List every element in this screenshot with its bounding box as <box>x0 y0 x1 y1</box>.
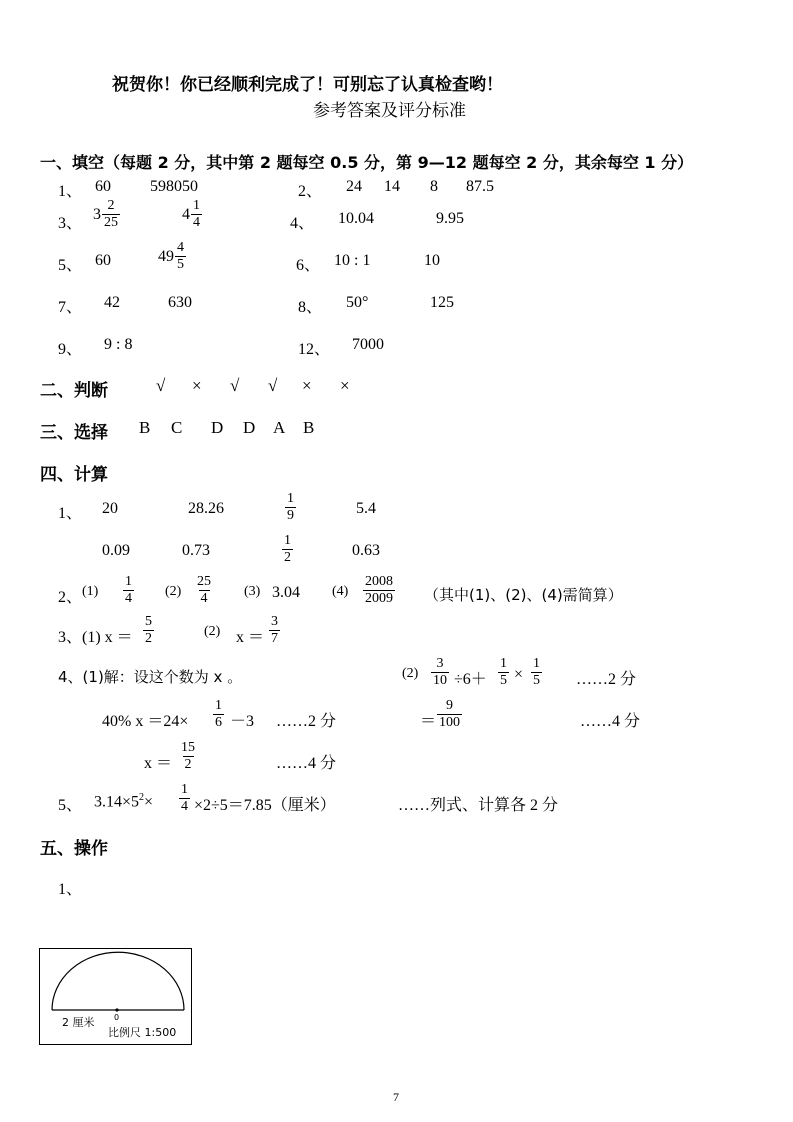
section5-heading: 五、操作 <box>40 839 108 859</box>
judge-answers <box>156 376 360 396</box>
q-number: 2、 <box>298 183 323 200</box>
part-label: (2) <box>204 624 221 639</box>
choice: B <box>303 418 315 437</box>
operator: ＝ <box>420 713 437 730</box>
equation: 40% x ＝24× <box>102 713 189 730</box>
part-label: (4) <box>332 584 349 599</box>
semicircle-figure <box>39 948 192 1045</box>
score: ……列式、计算各 2 分 <box>398 797 559 814</box>
fraction: $\frac{9}{100}$ <box>439 698 460 730</box>
part-label: (1) <box>82 584 99 599</box>
q-number: 12、 <box>298 341 331 358</box>
zero-label: 0 <box>114 1013 120 1022</box>
q-number: 8、 <box>298 299 323 316</box>
equation: x ＝ <box>236 629 265 646</box>
mixed-number: 49 $\frac{4}{5}$ <box>158 240 184 272</box>
answer: 10.04 <box>338 210 374 227</box>
choice: C <box>171 418 183 437</box>
section1-heading: 一、填空（每题 2 分，其中第 2 题每空 0.5 分，第 9—12 题每空 2 分，其余每空 1 分） <box>40 153 694 172</box>
q-number: 1、 <box>58 183 83 200</box>
answer: 24 <box>346 178 362 195</box>
fraction: $\frac{5}{2}$ <box>145 614 152 646</box>
score: ……4 分 <box>580 713 641 730</box>
q-number: 6、 <box>296 257 321 274</box>
answer: 3.04 <box>272 584 300 601</box>
fraction: $\frac{1}{9}$ <box>287 491 294 523</box>
fraction: $\frac{25}{4}$ <box>197 574 211 606</box>
fraction: $\frac{3}{10}$ <box>433 656 447 688</box>
solution-intro: 4、(1)解：设这个数为 x 。 <box>58 668 243 686</box>
scale-label: 比例尺 1:500 <box>108 1026 177 1039</box>
q-number: 5、 <box>58 797 83 814</box>
answer: 7000 <box>352 336 384 353</box>
answer: 28.26 <box>188 500 224 517</box>
answer: 50° <box>346 294 369 311</box>
fraction: $\frac{1}{4}$ <box>125 574 132 606</box>
operator: × <box>514 666 524 683</box>
answer: 9 : 8 <box>104 336 133 353</box>
answer: 0.09 <box>102 542 130 559</box>
answer: 125 <box>430 294 454 311</box>
answer: 0.63 <box>352 542 380 559</box>
part-label: (3) <box>244 584 261 599</box>
answer: 0.73 <box>182 542 210 559</box>
section2-heading: 二、判断 <box>40 381 108 401</box>
score: ……2 分 <box>576 671 637 688</box>
answer: 87.5 <box>466 178 494 195</box>
fraction: $\frac{3}{7}$ <box>271 614 278 646</box>
judge-mark: √ <box>156 376 166 395</box>
fraction: $\frac{1}{2}$ <box>284 533 291 565</box>
length-label: 2 厘米 <box>62 1016 95 1029</box>
judge-mark: × <box>302 376 312 395</box>
page-title: 参考答案及评分标准 <box>313 101 466 121</box>
q-number: 3、 <box>58 629 83 646</box>
fraction: $\frac{1}{5}$ <box>533 656 540 688</box>
equation: ×2÷5＝7.85（厘米） <box>194 797 336 814</box>
equation: x ＝ <box>144 755 173 772</box>
judge-mark: √ <box>230 376 240 395</box>
mixed-number: 4 $\frac{1}{4}$ <box>182 198 200 230</box>
answer: 60 <box>95 252 111 269</box>
section3-heading: 三、选择 <box>40 423 108 443</box>
fraction: $\frac{1}{5}$ <box>500 656 507 688</box>
choice: B <box>139 418 151 437</box>
q-number: 7、 <box>58 299 83 316</box>
answer: 20 <box>102 500 118 517</box>
q-number: 9、 <box>58 341 83 358</box>
part-label: (1) x ＝ <box>82 629 133 646</box>
q-number: 2、 <box>58 589 83 606</box>
equation: －3 <box>230 713 255 730</box>
q-number: 3、 <box>58 215 83 232</box>
answer: 9.95 <box>436 210 464 227</box>
answer: 10 : 1 <box>334 252 371 269</box>
answer: 5.4 <box>356 500 376 517</box>
q-number: 5、 <box>58 257 83 274</box>
answer: 42 <box>104 294 120 311</box>
fraction: $\frac{1}{4}$ <box>181 782 188 814</box>
fraction: $\frac{15}{2}$ <box>181 740 195 772</box>
judge-mark: × <box>192 376 202 395</box>
mixed-number: 3 $\frac{2}{25}$ <box>93 198 118 230</box>
page-number: 7 <box>393 1090 399 1104</box>
congrats-text: 祝贺你！你已经顺利完成了！可别忘了认真检查哟！ <box>112 75 503 95</box>
answer: 14 <box>384 178 400 195</box>
answer: 8 <box>430 178 438 195</box>
q-number: 1、 <box>58 881 83 898</box>
judge-mark: × <box>340 376 350 395</box>
q-number: 4、 <box>290 215 315 232</box>
q-number: 1、 <box>58 505 83 522</box>
choice: D <box>243 418 256 437</box>
judge-mark: √ <box>268 376 278 395</box>
answer: 598050 <box>150 178 198 195</box>
note: （其中(1)、(2)、(4)需简算） <box>424 586 623 604</box>
choice-answers <box>139 418 323 438</box>
operator: ÷6＋ <box>454 671 487 688</box>
answer: 630 <box>168 294 192 311</box>
part-label: (2) <box>165 584 182 599</box>
equation: $3.14\times 5^2\times$ <box>94 792 154 811</box>
part-label: (2) <box>402 666 419 681</box>
fraction: $\frac{1}{6}$ <box>215 698 222 730</box>
score: ……4 分 <box>276 755 337 772</box>
answer: 10 <box>424 252 440 269</box>
fraction: $\frac{2008}{2009}$ <box>365 574 393 606</box>
answer: 60 <box>95 178 111 195</box>
score: ……2 分 <box>276 713 337 730</box>
choice: A <box>273 418 286 437</box>
choice: D <box>211 418 224 437</box>
section4-heading: 四、计算 <box>40 465 108 485</box>
